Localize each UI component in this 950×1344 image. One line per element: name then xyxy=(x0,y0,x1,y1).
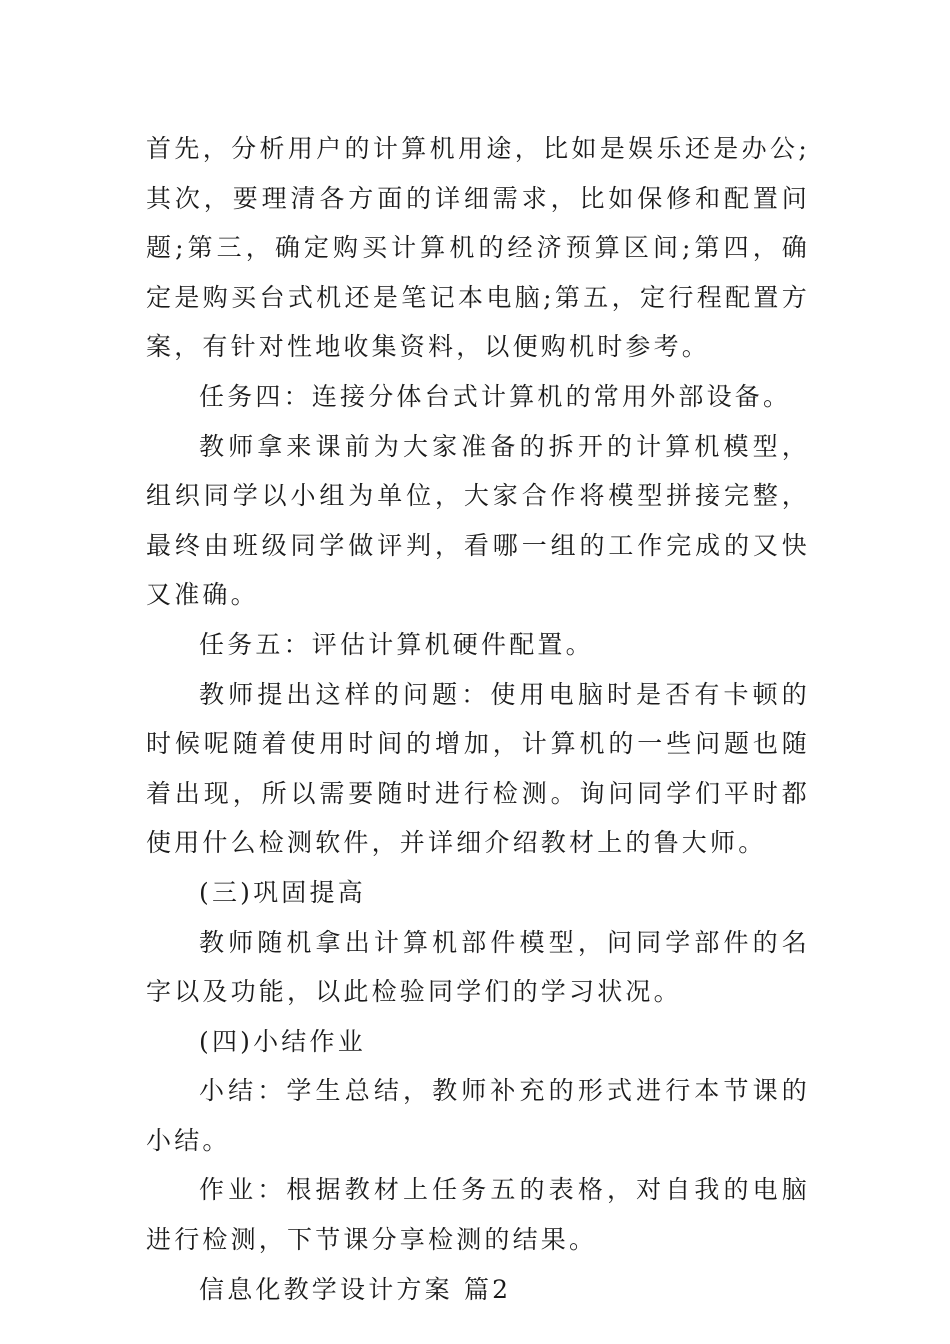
paragraph-consolidation-body: 教师随机拿出计算机部件模型，问同学部件的名字以及功能，以此检验同学们的学习状况。 xyxy=(146,927,810,1007)
paragraph-homework: 作业：根据教材上任务五的表格，对自我的电脑进行检测，下节课分享检测的结果。 xyxy=(146,1175,810,1255)
paragraph-requirements-analysis: 首先，分析用户的计算机用途，比如是娱乐还是办公;其次，要理清各方面的详细需求，比如保修和配置问题;第三，确定购买计算机的经济预算区间;第四，确定是购买台式机还是笔记本电脑;第五，定行程配置方案，有针对性地收集资料，以便购机时参考。 xyxy=(146,134,810,362)
paragraph-summary: 小结：学生总结，教师补充的形式进行本节课的小结。 xyxy=(146,1076,810,1155)
paragraph-task-four-heading: 任务四：连接分体台式计算机的常用外部设备。 xyxy=(199,381,792,411)
section-heading-summary-homework: (四)小结作业 xyxy=(199,1026,366,1056)
section-heading-consolidation: (三)巩固提高 xyxy=(199,877,366,907)
paragraph-task-four-body: 教师拿来课前为大家准备的拆开的计算机模型，组织同学以小组为单位，大家合作将模型拼接完整，最终由班级同学做评判，看哪一组的工作完成的又快又准确。 xyxy=(146,431,810,610)
document-body xyxy=(146,124,810,1314)
paragraph-task-five-body: 教师提出这样的问题：使用电脑时是否有卡顿的时候呢随着使用时间的增加，计算机的一些问题也随着出现，所以需要随时进行检测。询问同学们平时都使用什么检测软件，并详细介绍教材上的鲁大师。 xyxy=(146,679,810,858)
paragraph-next-section-title: 信息化教学设计方案 篇2 xyxy=(199,1274,512,1304)
paragraph-task-five-heading: 任务五：评估计算机硬件配置。 xyxy=(199,629,594,659)
